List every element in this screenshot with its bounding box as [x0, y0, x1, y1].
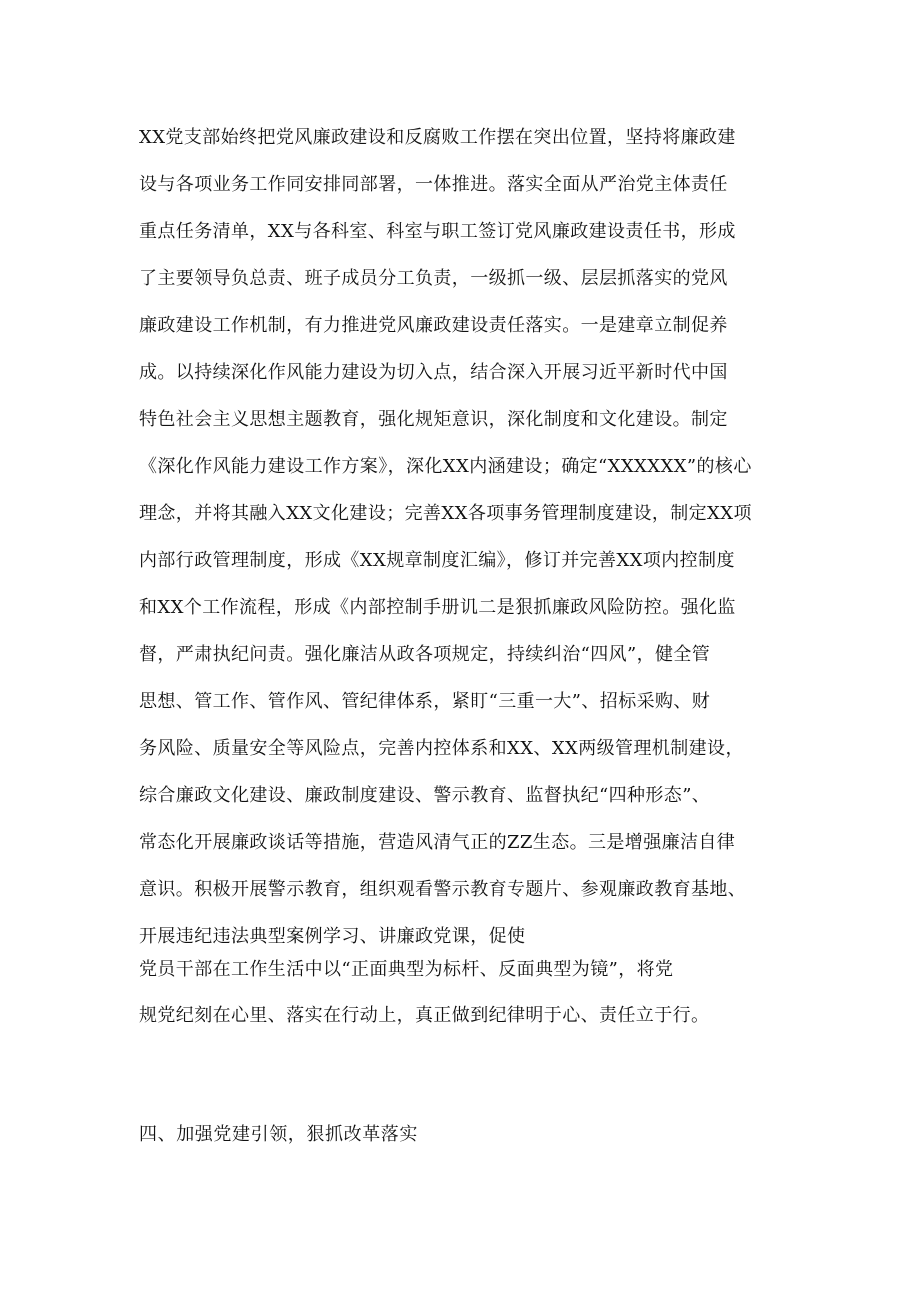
paragraph-line: 意识。积极开展警示教育，组织观看警示教育专题片、参观廉政教育基地、 [139, 879, 747, 900]
paragraph-line: 常态化开展廉政谈话等措施，营造风清气正的ZZ生态。三是增强廉洁自律 [139, 832, 736, 853]
paragraph-line: 特色社会主义思想主题教育，强化规矩意识，深化制度和文化建设。制定 [139, 409, 728, 430]
paragraph-line: 《深化作风能力建设工作方案》，深化XX内涵建设；确定“XXXXXX”的核心 [139, 456, 752, 477]
section-heading: 四、加强党建引领，狠抓改革落实 [139, 1124, 418, 1145]
paragraph-line: 督，严肃执纪问责。强化廉洁从政各项规定，持续纠治“四风”，健全管 [139, 644, 711, 665]
paragraph-line: 理念，并将其融入XX文化建设；完善XX各项事务管理制度建设，制定XX项 [139, 503, 752, 524]
paragraph-line: 设与各项业务工作同安排同部署，一体推进。落实全面从严治党主体责任 [139, 174, 728, 195]
paragraph-line: XX党支部始终把党风廉政建设和反腐败工作摆在突出位置，坚持将廉政建 [139, 127, 736, 148]
paragraph-line: 规党纪刻在心里、落实在行动上，真正做到纪律明于心、责任立于行。 [139, 1005, 710, 1026]
paragraph-line: 了主要领导负总责、班子成员分工负责，一级抓一级、层层抓落实的党风 [139, 268, 728, 289]
paragraph-line: 和XX个工作流程，形成《内部控制手册讥二是狠抓廉政风险防控。强化监 [139, 597, 736, 618]
paragraph-line: 务风险、质量安全等风险点，完善内控体系和XX、XX两级管理机制建设， [139, 738, 744, 759]
paragraph-line: 成。以持续深化作风能力建设为切入点，结合深入开展习近平新时代中国 [139, 362, 728, 383]
paragraph-line: 综合廉政文化建设、廉政制度建设、警示教育、监督执纪“四种形态”、 [139, 785, 711, 806]
paragraph-line: 党员干部在工作生活中以“正面典型为标杆、反面典型为镜”，将党 [139, 959, 674, 980]
paragraph-line: 开展违纪违法典型案例学习、讲廉政党课，促使 [139, 926, 526, 947]
paragraph-line: 思想、管工作、管作风、管纪律体系，紧盯“三重一大”、招标采购、财 [139, 691, 711, 712]
paragraph-line: 重点任务清单，XX与各科室、科室与职工签订党风廉政建设责任书，形成 [139, 221, 736, 242]
paragraph-line: 廉政建设工作机制，有力推进党风廉政建设责任落实。一是建章立制促养 [139, 315, 728, 336]
paragraph-line: 内部行政管理制度，形成《XX规章制度汇编》，修订并完善XX项内控制度 [139, 550, 735, 571]
